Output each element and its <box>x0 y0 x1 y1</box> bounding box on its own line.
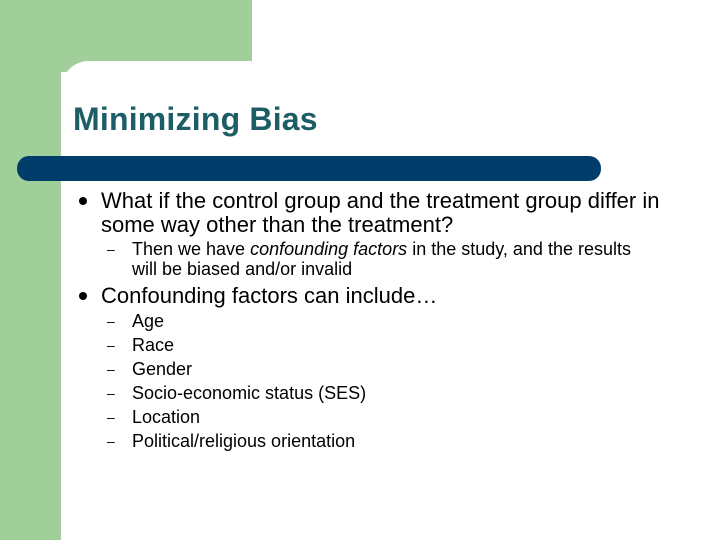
sub-bullet-text-part: in the study, and the results will be biased and/or invalid <box>132 239 631 279</box>
sub-bullet-text-part: Then we have <box>132 239 251 259</box>
dash-icon: – <box>107 385 115 401</box>
bullet-text: What if the control group and the treatment group differ in some way other than the treatment? <box>101 188 660 237</box>
bullet-text: Confounding factors can include… <box>101 283 438 308</box>
sub-bullet-text: Age <box>132 311 165 331</box>
dash-icon: – <box>107 313 115 329</box>
sub-bullet-text: Socio-economic status (SES) <box>132 383 367 403</box>
bullet-icon <box>79 197 87 205</box>
emphasized-term: confounding factors <box>250 239 408 259</box>
sub-bullet-text: Gender <box>132 359 193 379</box>
sub-bullet-text: Race <box>132 335 175 355</box>
dash-icon: – <box>107 361 115 377</box>
bullet-icon <box>79 292 87 300</box>
slide-title: Minimizing Bias <box>73 101 318 137</box>
sub-bullet-text <box>132 239 652 279</box>
sub-bullet-text: Political/religious orientation <box>132 431 356 451</box>
dash-icon: – <box>107 409 115 425</box>
dash-icon: – <box>107 241 115 257</box>
dash-icon: – <box>107 337 115 353</box>
sub-bullet-text: Location <box>132 407 201 427</box>
dash-icon: – <box>107 433 115 449</box>
